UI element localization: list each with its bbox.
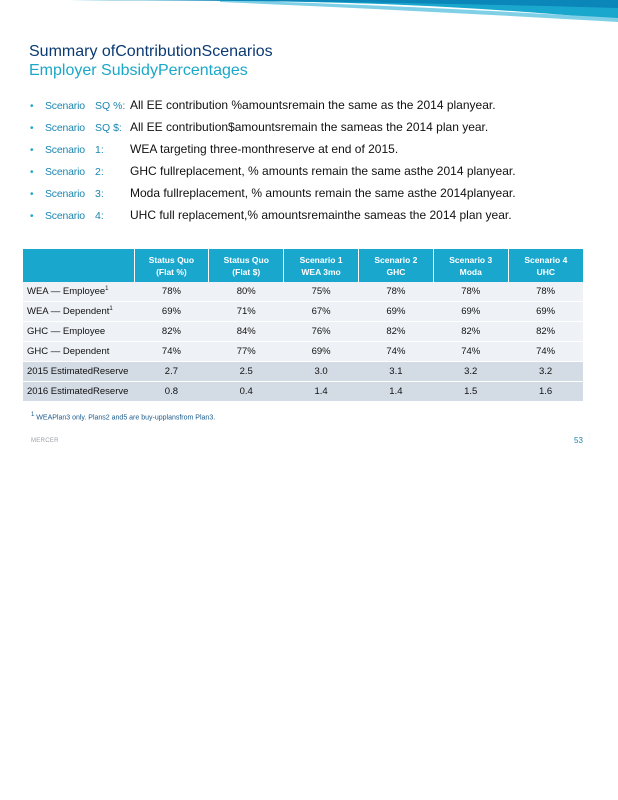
scenario-label: Scenario — [45, 210, 85, 222]
row-label — [23, 302, 134, 322]
table-cell: 74% — [134, 342, 209, 362]
column-header — [433, 249, 508, 282]
scenario-code: 4: — [95, 210, 104, 222]
brand-logo: MERCER — [31, 438, 59, 444]
table-cell: 2.5 — [209, 362, 284, 382]
table-cell: 1.5 — [433, 382, 508, 402]
row-label — [23, 342, 134, 362]
table-cell: 1.4 — [358, 382, 433, 402]
table-row — [23, 382, 583, 402]
column-header-line: Scenario 1 — [299, 254, 343, 265]
column-header-line: (Flat $) — [232, 266, 261, 277]
row-label — [23, 322, 134, 342]
column-header-line: WEA 3mo — [301, 266, 341, 277]
column-header-line: Moda — [459, 266, 482, 277]
column-header-line: Scenario 2 — [374, 254, 418, 265]
column-header-line: Status Quo — [148, 254, 195, 265]
scenario-label: Scenario — [45, 122, 85, 134]
table-cell: 0.4 — [209, 382, 284, 402]
column-header-line: Scenario 3 — [449, 254, 493, 265]
scenario-item — [30, 163, 516, 185]
scenario-item — [30, 185, 516, 207]
table-cell: 74% — [358, 342, 433, 362]
row-label-text: GHC — Dependent — [27, 346, 110, 358]
scenario-item — [30, 141, 516, 163]
bullet-icon: • — [30, 167, 34, 178]
scenario-list — [30, 97, 516, 229]
table-cell: 75% — [284, 282, 359, 302]
footnote-mark: 1 — [109, 305, 113, 312]
scenario-code: SQ $: — [95, 122, 122, 134]
table-cell: 74% — [508, 342, 583, 362]
column-header — [284, 249, 359, 282]
table-cell: 3.0 — [284, 362, 359, 382]
table-row — [23, 342, 583, 362]
scenario-code: 2: — [95, 166, 104, 178]
table-cell: 82% — [134, 322, 209, 342]
footnote-text: WEAPlan3 only. Plans2 and5 are buy-upplansfrom Plan3. — [36, 414, 216, 422]
table-cell: 69% — [134, 302, 209, 322]
column-header — [508, 249, 583, 282]
bullet-icon: • — [30, 189, 34, 200]
table-cell: 78% — [358, 282, 433, 302]
row-label-text: WEA — Employee — [27, 286, 106, 298]
table-cell: 74% — [433, 342, 508, 362]
scenario-code: 1: — [95, 144, 104, 156]
table-cell: 2.7 — [134, 362, 209, 382]
table-cell: 69% — [358, 302, 433, 322]
bullet-icon: • — [30, 145, 34, 156]
table-row — [23, 322, 583, 342]
row-label-text: WEA — Dependent — [27, 306, 110, 318]
top-banner — [0, 0, 618, 22]
scenario-description: WEA targeting three-monthreserve at end of 2015. — [130, 142, 399, 156]
scenario-label: Scenario — [45, 144, 85, 156]
row-label-text: 2016 EstimatedReserve — [27, 386, 129, 398]
table-row — [23, 302, 583, 322]
column-header-line: UHC — [536, 266, 556, 277]
column-header-line: Status Quo — [223, 254, 269, 265]
row-label-text: 2015 EstimatedReserve — [27, 366, 129, 378]
table-header-row — [23, 249, 583, 282]
table-cell: 84% — [209, 322, 284, 342]
scenario-label: Scenario — [45, 188, 85, 200]
table-cell: 82% — [508, 322, 583, 342]
scenario-description: All EE contribution$amountsremain the sameas the 2014 plan year. — [130, 120, 489, 134]
table-cell: 3.2 — [433, 362, 508, 382]
page-number: 53 — [574, 436, 583, 445]
scenario-item — [30, 207, 516, 229]
table-cell: 69% — [508, 302, 583, 322]
table-cell: 71% — [209, 302, 284, 322]
table-row — [23, 362, 583, 382]
footnote-mark: 1 — [105, 285, 109, 292]
column-header — [358, 249, 433, 282]
table-cell: 82% — [358, 322, 433, 342]
scenario-description: UHC full replacement,% amountsremainthe sameas the 2014 plan year. — [130, 208, 512, 222]
table-cell: 67% — [284, 302, 359, 322]
scenario-item — [30, 119, 516, 141]
column-header-line: Scenario 4 — [524, 254, 568, 265]
table-cell: 3.2 — [508, 362, 583, 382]
row-label — [23, 382, 134, 402]
scenario-code: SQ %: — [95, 100, 126, 112]
table-cell: 78% — [134, 282, 209, 302]
scenario-label: Scenario — [45, 100, 85, 112]
bullet-icon: • — [30, 123, 34, 134]
row-label — [23, 362, 134, 382]
table-cell: 1.6 — [508, 382, 583, 402]
table-cell: 78% — [433, 282, 508, 302]
scenario-item — [30, 97, 516, 119]
subsidy-table — [23, 249, 583, 402]
scenario-label: Scenario — [45, 166, 85, 178]
scenario-description: All EE contribution %amountsremain the same as the 2014 planyear. — [130, 98, 496, 112]
table-cell: 0.8 — [134, 382, 209, 402]
scenario-code: 3: — [95, 188, 104, 200]
table-row — [23, 282, 583, 302]
column-header-line: (Flat %) — [156, 266, 187, 277]
page-title: Summary ofContributionScenarios — [29, 43, 273, 60]
table-cell: 78% — [508, 282, 583, 302]
row-label — [23, 282, 134, 302]
table-cell: 69% — [284, 342, 359, 362]
table-cell: 82% — [433, 322, 508, 342]
column-header — [209, 249, 284, 282]
table-cell: 69% — [433, 302, 508, 322]
footnote — [31, 412, 215, 421]
row-label-text: GHC — Employee — [27, 326, 106, 338]
table-cell: 77% — [209, 342, 284, 362]
scenario-description: Moda fullreplacement, % amounts remain the same asthe 2014planyear. — [130, 186, 516, 200]
scenario-description: GHC fullreplacement, % amounts remain the same asthe 2014 planyear. — [130, 164, 516, 178]
table-cell: 80% — [209, 282, 284, 302]
table-cell: 1.4 — [284, 382, 359, 402]
footnote-mark: 1 — [31, 412, 35, 418]
table-corner-cell — [23, 249, 134, 282]
column-header-line: GHC — [386, 266, 406, 277]
page-subtitle: Employer SubsidyPercentages — [29, 62, 248, 79]
table-cell: 76% — [284, 322, 359, 342]
column-header — [134, 249, 209, 282]
table-cell: 3.1 — [358, 362, 433, 382]
decorative-banner-graphic — [0, 0, 618, 22]
bullet-icon: • — [30, 211, 34, 222]
bullet-icon: • — [30, 101, 34, 112]
